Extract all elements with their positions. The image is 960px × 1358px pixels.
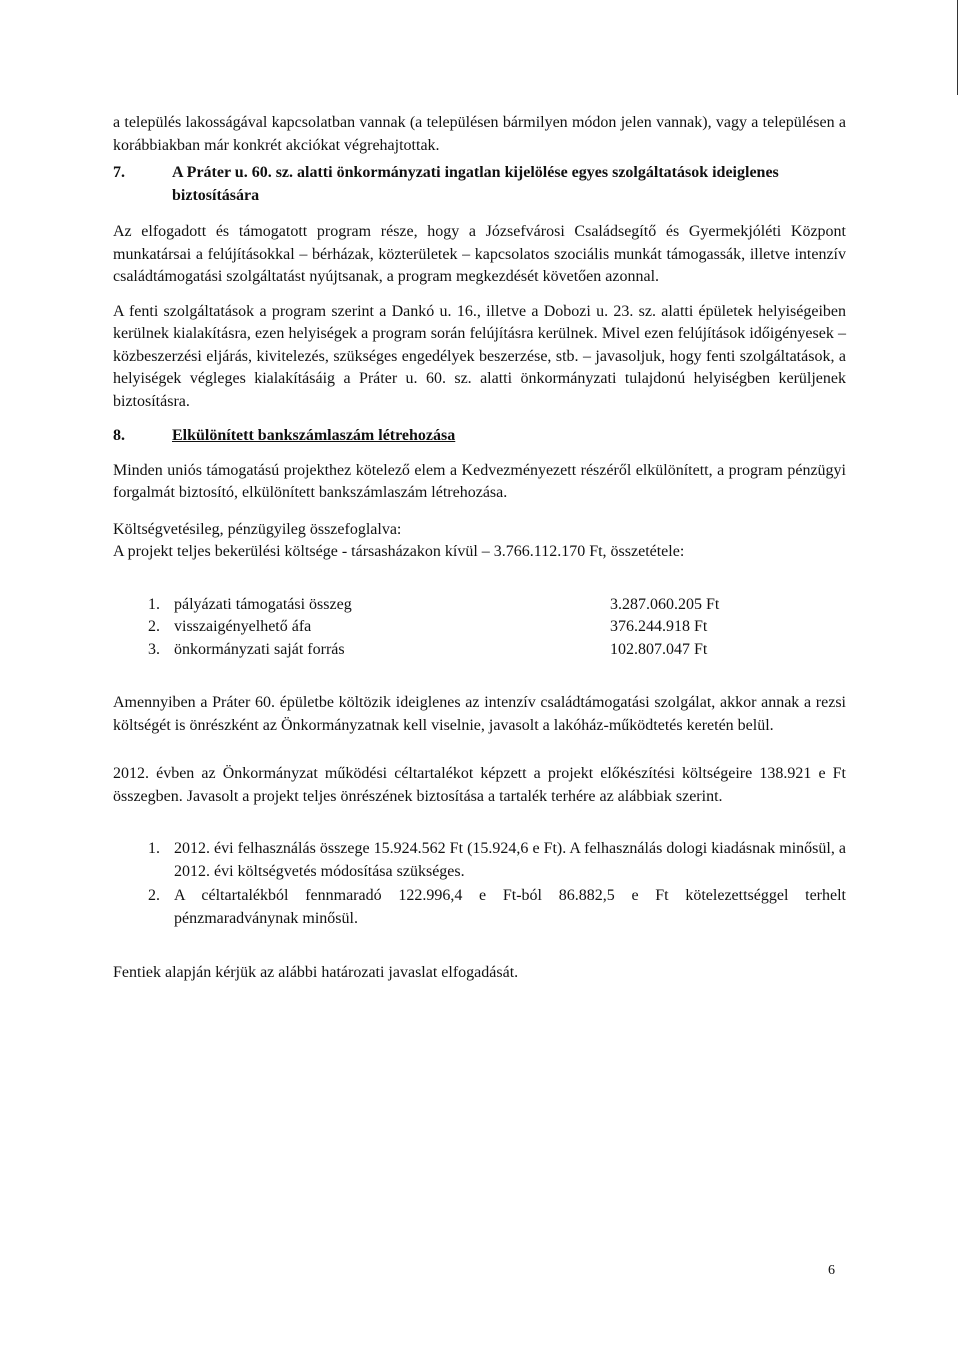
section-7-paragraph-2: A fenti szolgáltatások a program szerint a Dankó u. 16., illetve a Dobozi u. 23. sz. alatti épületek helyiségeiben kerülnek kialakításra, ezen helyiségek a program során felújításra kerülnek. Mivel ezen felújítások időigényesek – közbeszerzési eljárás, kivitelezés, szükséges engedélyek beszerzése, stb. – javasoljuk, hogy fenti szolgáltatások, a helyiségek végleges kialakításáig a Práter u. 60. sz. alatti önkormányzati tulajdonú helyiségben kerüljenek biztosításra. xyxy=(113,302,846,410)
section-7-heading xyxy=(113,162,846,207)
list-item-text: 2012. évi felhasználás összege 15.924.562 Ft (15.924,6 e Ft). A felhasználás dologi kiadásnak minősül, a 2012. évi költségvetés módosítása szükséges. xyxy=(174,840,846,880)
list-item-number: 1. xyxy=(148,840,160,857)
section-7-title: A Práter u. 60. sz. alatti önkormányzati ingatlan kijelölése egyes szolgáltatások ideiglenes biztosítására xyxy=(172,164,779,204)
document-page xyxy=(113,112,846,985)
cost-row xyxy=(148,616,748,639)
section-8-heading xyxy=(113,425,846,448)
cost-row-value: 3.287.060.205 Ft xyxy=(610,595,720,613)
cost-row xyxy=(148,594,748,617)
closing-paragraph: Fentiek alapján kérjük az alábbi határozati javaslat elfogadását. xyxy=(113,964,519,981)
summary-line-2: A projekt teljes bekerülési költsége - társasházakon kívül – 3.766.112.170 Ft, összetétele: xyxy=(113,543,685,560)
list-item xyxy=(148,885,846,930)
cost-row-value: 376.244.918 Ft xyxy=(610,618,708,635)
section-8-number: 8. xyxy=(113,427,125,444)
cost-row-number: 3. xyxy=(148,640,160,658)
section-8-title: Elkülönített bankszámlaszám létrehozása xyxy=(172,427,456,444)
list-item-text: A céltartalékból fennmaradó 122.996,4 e Ft-ból 86.882,5 e Ft kötelezettséggel terhelt pénzmaradványnak minősül. xyxy=(174,887,846,927)
list-item-number: 2. xyxy=(148,887,160,904)
list-item xyxy=(148,838,846,883)
section-7-paragraph-1: Az elfogadott és támogatott program része, hogy a Józsefvárosi Családsegítő és Gyermekjóléti Központ munkatársai a felújításokkal – bérházak, közterületek – kapcsolatos szociális munkát támogassák, illetve intenzív családtámogatási szolgáltatást nyújtsanak, a program megkezdését követően azonnal. xyxy=(113,223,846,285)
cost-row-label: önkormányzati saját forrás xyxy=(174,640,345,658)
section-8-paragraph-2: Amennyiben a Práter 60. épületbe költözik ideiglenes az intenzív családtámogatási szolgálat, akkor annak a rezsi költségét is önrészként az Önkormányzatnak kell viselnie, javasolt a lakóház-működtetés keretén belül. xyxy=(113,694,846,734)
cost-row-label: pályázati támogatási összeg xyxy=(174,595,352,613)
cost-row-value: 102.807.047 Ft xyxy=(610,640,708,658)
margin-line xyxy=(957,0,958,95)
page-number: 6 xyxy=(828,1263,835,1278)
cost-breakdown xyxy=(148,594,748,662)
allocation-list xyxy=(148,838,846,930)
intro-paragraph: a település lakosságával kapcsolatban vannak (a településen bármilyen módon jelen vannak), vagy a településen a korábbiakban már konkrét akciókat végrehajtottak. xyxy=(113,114,846,154)
section-8-paragraph-1: Minden uniós támogatású projekthez kötelező elem a Kedvezményezett részéről elkülönített, a program pénzügyi forgalmát biztosító, elkülönített bankszámlaszám létrehozása. xyxy=(113,461,846,501)
cost-row-value-cell xyxy=(590,594,748,617)
cost-row-number: 1. xyxy=(148,595,160,613)
cost-row-value-cell xyxy=(590,616,748,639)
cost-row-label: visszaigényelhető áfa xyxy=(174,618,312,635)
cost-row-number: 2. xyxy=(148,618,160,635)
section-8-paragraph-3: 2012. évben az Önkormányzat működési céltartalékot képzett a projekt előkészítési költségeire 138.921 e Ft összegben. Javasolt a projekt teljes önrészének biztosítása a tartalék terhére az alábbiak szerint. xyxy=(113,765,846,805)
cost-row-value-cell xyxy=(590,639,748,662)
summary-line-1: Költségvetésileg, pénzügyileg összefoglalva: xyxy=(113,520,402,538)
section-7-number: 7. xyxy=(113,164,125,181)
cost-row xyxy=(148,639,748,662)
